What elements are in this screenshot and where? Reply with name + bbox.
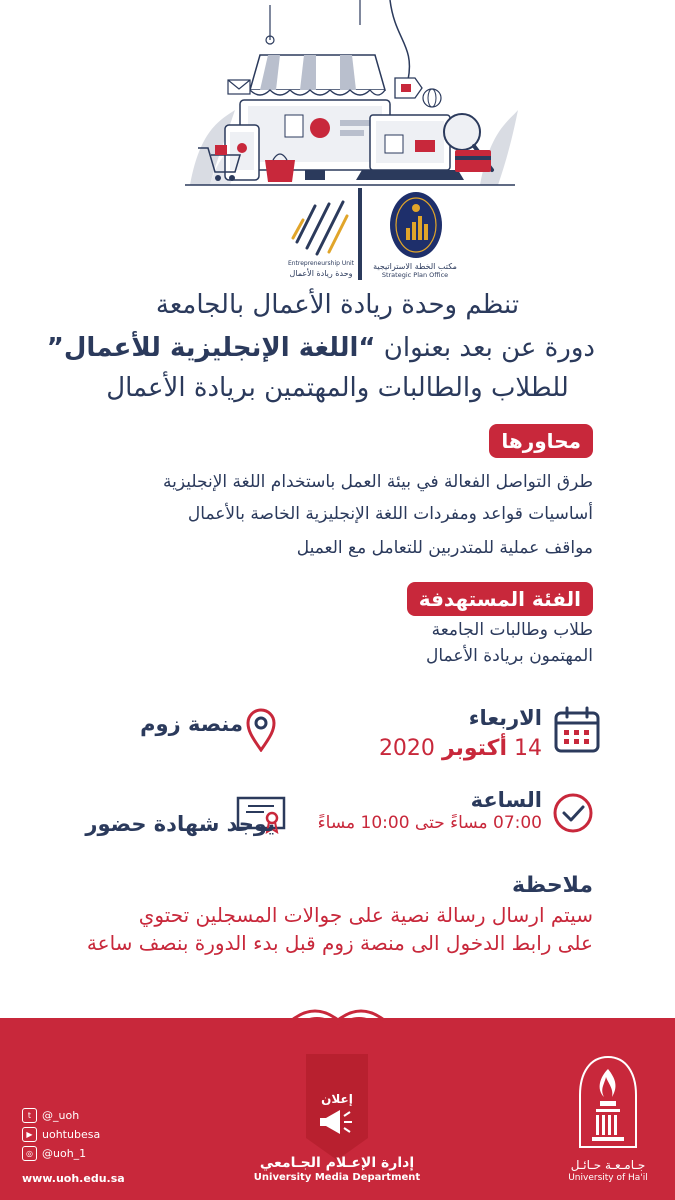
note-line: على رابط الدخول الى منصة زوم قبل بدء الدورة بنصف ساعة — [86, 931, 593, 955]
media-department-name-ar: إدارة الإعـلام الجـامعي — [259, 1155, 415, 1171]
target-audience-item: طلاب وطالبات الجامعة — [431, 620, 593, 640]
event-time-value: 07:00 مساءً حتى 10:00 مساءً — [317, 813, 542, 833]
event-day: الاربعاء — [468, 706, 542, 730]
announcement-label: إعلان — [321, 1092, 353, 1106]
university-name-en: University of Ha'il — [568, 1173, 648, 1183]
media-department-name-en: University Media Department — [253, 1172, 421, 1183]
topic-item: طرق التواصل الفعالة في بيئة العمل باستخدام اللغة الإنجليزية — [163, 472, 593, 492]
calendar-icon — [553, 705, 601, 755]
location-pin-icon — [245, 708, 277, 752]
topic-item: أساسيات قواعد ومفردات اللغة الإنجليزية الخاصة بالأعمال — [187, 504, 593, 524]
twitter-handle[interactable] — [22, 1108, 79, 1123]
twitter-handle-text: @_uoh — [42, 1109, 80, 1122]
note-heading: ملاحظة — [512, 873, 593, 898]
instagram-icon: ◎ — [22, 1146, 37, 1161]
university-of-hail-logo — [578, 1055, 638, 1155]
website-link[interactable]: www.uoh.edu.sa — [22, 1172, 125, 1185]
instagram-handle[interactable] — [22, 1146, 86, 1161]
youtube-handle-text: uohtubesa — [42, 1128, 101, 1141]
intro-line-course — [46, 333, 595, 363]
target-audience-item: المهتمون بريادة الأعمال — [425, 646, 593, 666]
event-certificate: يوجد شهادة حضور — [85, 812, 275, 836]
strategic-plan-office-logo — [388, 190, 444, 260]
intro-course-prefix: دورة عن بعد بعنوان — [375, 333, 595, 363]
intro-line-audience: للطلاب والطالبات والمهتمين بريادة الأعمال — [106, 373, 569, 403]
strategic-plan-office-name-ar: مكتب الخطة الاستراتيجية — [373, 262, 457, 271]
shop-illustration — [180, 0, 520, 190]
target-audience-heading: الفئة المستهدفة — [407, 582, 593, 616]
event-platform: منصة زوم — [140, 712, 243, 736]
topics-heading: محاورها — [489, 424, 593, 458]
twitter-icon: t — [22, 1108, 37, 1123]
event-date-year: 2020 — [378, 736, 442, 761]
event-date — [379, 736, 542, 761]
check-circle-icon — [552, 792, 594, 834]
event-date-month: أكتوبر — [441, 736, 507, 761]
open-book-icon — [290, 996, 386, 1036]
instagram-handle-text: @uoh_1 — [42, 1147, 87, 1160]
announcement-badge — [302, 1050, 372, 1170]
entrepreneurship-unit-name-en: Entrepreneurship Unit — [287, 260, 355, 267]
logo-divider — [358, 188, 362, 280]
strategic-plan-office-name-en: Strategic Plan Office — [381, 271, 449, 279]
university-name-ar: جـامـعـة حـائـل — [570, 1158, 646, 1172]
event-date-day: 14 — [507, 736, 542, 761]
youtube-handle[interactable] — [22, 1127, 100, 1142]
youtube-icon: ▶ — [22, 1127, 37, 1142]
note-line: سيتم ارسال رسالة نصية على جوالات المسجلين تحتوي — [138, 903, 593, 927]
course-title: “اللغة الإنجليزية للأعمال” — [46, 333, 376, 363]
topic-item: مواقف عملية للمتدربين للتعامل مع العميل — [296, 538, 593, 558]
entrepreneurship-unit-name-ar: وحدة ريادة الأعمال — [289, 269, 353, 278]
event-time-label: الساعة — [470, 788, 542, 812]
intro-line-organizer: تنظم وحدة ريادة الأعمال بالجامعة — [155, 290, 520, 320]
